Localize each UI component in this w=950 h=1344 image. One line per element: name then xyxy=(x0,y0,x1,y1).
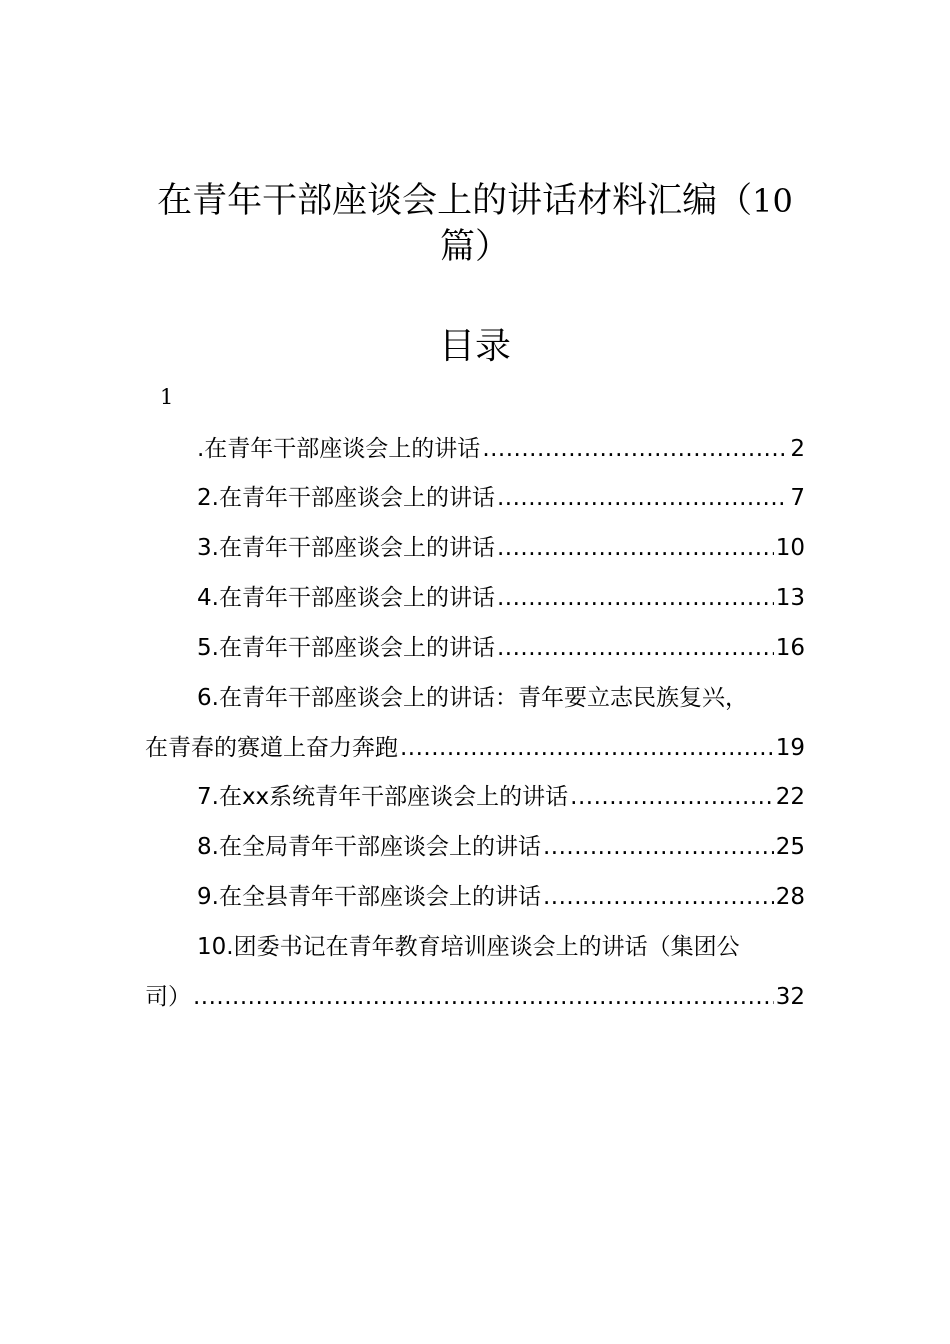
toc-entry-3[interactable] xyxy=(145,537,805,560)
toc-entry-8[interactable] xyxy=(145,836,805,859)
title-text: 在青年干部座谈会上的讲话材料汇编（ xyxy=(157,181,753,221)
toc-entry-10-line-1[interactable] xyxy=(145,936,805,959)
toc-leader-dots xyxy=(497,587,774,610)
toc-leader-dots xyxy=(570,786,774,809)
toc-entry-label: 5.在青年干部座谈会上的讲话 xyxy=(197,635,495,661)
toc-entry-label: 9.在全县青年干部座谈会上的讲话 xyxy=(197,884,541,910)
toc-page-number: 13 xyxy=(775,585,805,611)
toc-entry-label: 7.在xx系统青年干部座谈会上的讲话 xyxy=(197,784,569,810)
toc-page-number: 16 xyxy=(775,635,805,661)
toc-page-number: 7 xyxy=(790,485,805,511)
toc-page-number: 28 xyxy=(775,884,805,910)
toc-entry-10-line-2[interactable] xyxy=(145,986,805,1009)
toc-page-number: 32 xyxy=(775,984,805,1010)
toc-leader-dots xyxy=(193,986,774,1009)
toc-leader-dots xyxy=(497,537,774,560)
toc-entry-label: .在青年干部座谈会上的讲话 xyxy=(197,436,481,462)
toc-page-number: 22 xyxy=(775,784,805,810)
toc-entry-label: 4.在青年干部座谈会上的讲话 xyxy=(197,585,495,611)
toc-leader-dots xyxy=(400,737,774,760)
toc-entry-label: 6.在青年干部座谈会上的讲话：青年要立志民族复兴， xyxy=(197,685,748,711)
toc-page-number: 10 xyxy=(775,535,805,561)
toc-entry-label: 在青春的赛道上奋力奔跑 xyxy=(145,735,398,761)
toc-page-number: 2 xyxy=(790,436,805,462)
toc-entry-9[interactable] xyxy=(145,886,805,909)
toc-entry-label: 8.在全局青年干部座谈会上的讲话 xyxy=(197,834,541,860)
title-number: 10 xyxy=(752,182,793,220)
toc-entry-5[interactable] xyxy=(145,637,805,660)
toc-leader-dots xyxy=(497,637,774,660)
toc-leader-dots xyxy=(543,886,774,909)
toc-entry-2[interactable] xyxy=(145,487,805,510)
toc-entry-label: 3.在青年干部座谈会上的讲话 xyxy=(197,535,495,561)
toc-entry-1[interactable] xyxy=(145,438,805,461)
toc-leader-dots xyxy=(482,438,788,461)
toc-leader-dots xyxy=(497,487,788,510)
toc-entry-7[interactable] xyxy=(145,786,805,809)
toc-entry-label: 10.团委书记在青年教育培训座谈会上的讲话（集团公 xyxy=(197,934,740,960)
toc-page-number: 25 xyxy=(775,834,805,860)
toc-entry-6-line-1[interactable] xyxy=(145,687,805,710)
toc-entry-label: 司） xyxy=(145,984,191,1010)
toc-entry-4[interactable] xyxy=(145,587,805,610)
document-title-line-2: 篇） xyxy=(439,227,510,267)
toc-leader-dots xyxy=(543,836,774,859)
stray-number: 1 xyxy=(160,385,174,409)
toc-heading: 目录 xyxy=(438,326,511,367)
document-title-line-1 xyxy=(0,181,950,221)
toc-entry-6-line-2[interactable] xyxy=(145,737,805,760)
toc-page-number: 19 xyxy=(775,735,805,761)
toc-entry-label: 2.在青年干部座谈会上的讲话 xyxy=(197,485,495,511)
